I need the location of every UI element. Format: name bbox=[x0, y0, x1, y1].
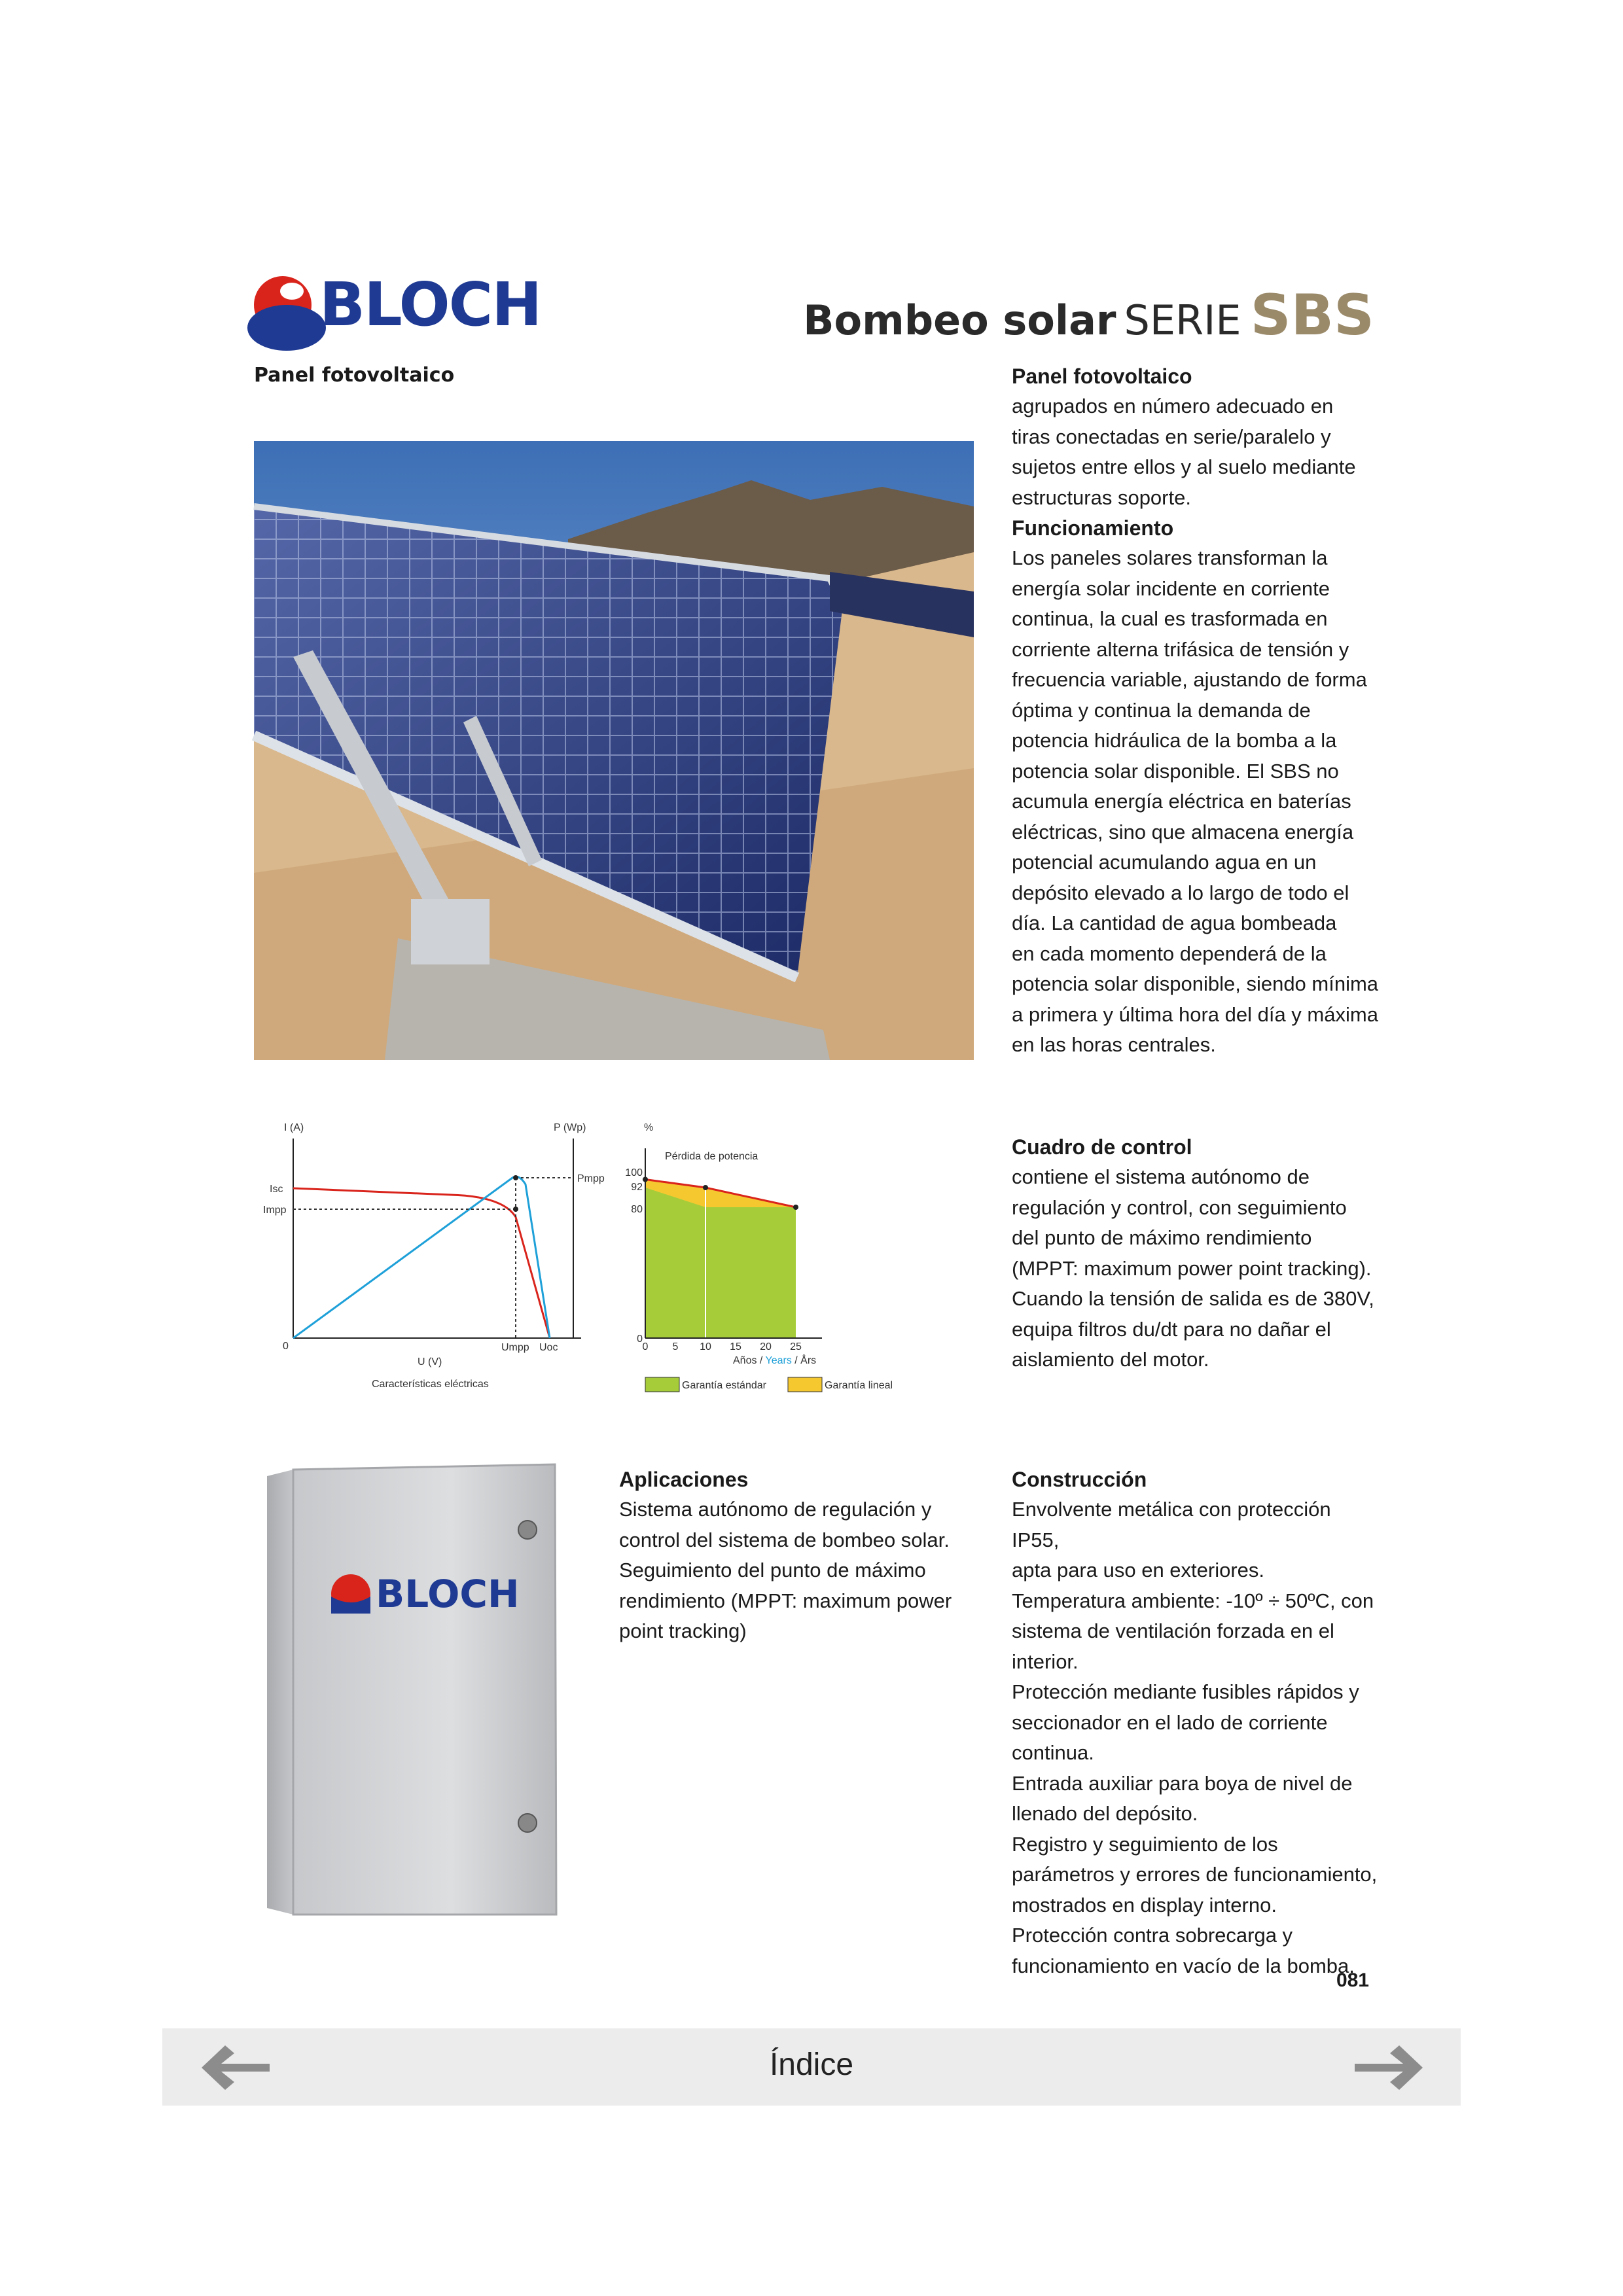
cuadro-line: contiene el sistema autónomo de bbox=[1012, 1165, 1310, 1188]
ytick-100: 100 bbox=[625, 1167, 643, 1178]
xtick-15: 15 bbox=[730, 1341, 741, 1352]
funcionamiento-line: eléctricas, sino que almacena energía bbox=[1012, 820, 1354, 843]
construccion-line: parámetros y errores de funcionamiento, bbox=[1012, 1863, 1378, 1886]
cuadro-line: regulación y control, con seguimiento bbox=[1012, 1195, 1347, 1219]
warranty-chart bbox=[625, 1112, 969, 1400]
aplicaciones-line: rendimiento (MPPT: maximum power bbox=[619, 1589, 952, 1612]
funcionamiento-line: depósito elevado a lo largo de todo el bbox=[1012, 881, 1349, 904]
xtick-5: 5 bbox=[672, 1341, 679, 1352]
funcionamiento-line: en las horas centrales. bbox=[1012, 1033, 1216, 1056]
xtick-0: 0 bbox=[642, 1341, 649, 1352]
xtick-25: 25 bbox=[790, 1341, 802, 1352]
panel-line: estructuras soporte. bbox=[1012, 486, 1191, 509]
construccion-section bbox=[1012, 1464, 1382, 1981]
funcionamiento-line: potencia hidráulica de la bomba a la bbox=[1012, 729, 1337, 752]
warranty-y-label: % bbox=[644, 1122, 654, 1133]
panel-heading: Panel fotovoltaico bbox=[1012, 364, 1192, 388]
construccion-line: Entrada auxiliar para boya de nivel de bbox=[1012, 1771, 1353, 1795]
aplicaciones-section bbox=[619, 1464, 986, 1647]
header-title bbox=[803, 283, 1374, 348]
funcionamiento-line: potencia solar disponible. El SBS no bbox=[1012, 759, 1339, 783]
aplicaciones-heading: Aplicaciones bbox=[619, 1468, 749, 1491]
construccion-line: funcionamiento en vacío de la bomba. bbox=[1012, 1954, 1355, 1977]
xlabel-part-en: Years bbox=[765, 1355, 792, 1366]
panel-line: sujetos entre ellos y al suelo mediante bbox=[1012, 455, 1356, 478]
next-page-button[interactable] bbox=[1352, 2043, 1425, 2093]
construccion-line: Registro y seguimiento de los bbox=[1012, 1832, 1278, 1856]
funcionamiento-line: en cada momento dependerá de la bbox=[1012, 942, 1327, 965]
funcionamiento-line: acumula energía eléctrica en baterías bbox=[1012, 790, 1351, 813]
ytick-80: 80 bbox=[631, 1204, 643, 1215]
construccion-line: llenado del depósito. bbox=[1012, 1802, 1198, 1825]
iv-power-curve bbox=[293, 1176, 550, 1338]
cabinet-lock-bottom-icon bbox=[518, 1814, 537, 1832]
funcionamiento-line: óptima y continua la demanda de bbox=[1012, 698, 1311, 722]
iv-origin-label: 0 bbox=[283, 1341, 289, 1352]
construccion-line: Protección contra sobrecarga y bbox=[1012, 1924, 1293, 1947]
panel-line: tiras conectadas en serie/paralelo y bbox=[1012, 425, 1331, 448]
page-number: 081 bbox=[1336, 1969, 1369, 1991]
cuadro-section bbox=[1012, 1132, 1382, 1375]
aplicaciones-line: control del sistema de bombeo solar. bbox=[619, 1528, 950, 1551]
panel-line: agrupados en número adecuado en bbox=[1012, 395, 1334, 417]
logo-ball-icon bbox=[254, 276, 312, 334]
iv-y-right-label: P (Wp) bbox=[554, 1122, 586, 1133]
bloch-logo bbox=[254, 270, 555, 340]
point-year-25 bbox=[793, 1205, 798, 1210]
legend-label-lineal: Garantía lineal bbox=[825, 1380, 893, 1391]
funcionamiento-line: energía solar incidente en corriente bbox=[1012, 576, 1330, 600]
title-bold: Bombeo solar bbox=[803, 296, 1116, 344]
cabinet-lock-top-icon bbox=[518, 1521, 537, 1539]
construccion-line: seccionador en el lado de corriente bbox=[1012, 1710, 1328, 1734]
iv-impp-point bbox=[513, 1207, 518, 1212]
iv-mpp-point bbox=[513, 1175, 518, 1180]
iv-impp-label: Impp bbox=[263, 1205, 287, 1216]
aplicaciones-line: Sistema autónomo de regulación y bbox=[619, 1498, 932, 1521]
cuadro-heading: Cuadro de control bbox=[1012, 1135, 1192, 1159]
iv-uoc-label: Uoc bbox=[539, 1342, 558, 1353]
construccion-line: Envolvente metálica con protección IP55, bbox=[1012, 1498, 1331, 1551]
iv-x-label: U (V) bbox=[418, 1356, 442, 1368]
construccion-line: Temperatura ambiente: -10º ÷ 50ºC, con bbox=[1012, 1589, 1374, 1612]
xtick-20: 20 bbox=[760, 1341, 772, 1352]
index-link[interactable]: Índice bbox=[769, 2047, 854, 2082]
cuadro-line: aislamiento del motor. bbox=[1012, 1348, 1209, 1371]
panel-section bbox=[1012, 361, 1382, 1061]
funcionamiento-line: corriente alterna trifásica de tensión y bbox=[1012, 637, 1349, 661]
left-section-label: Panel fotovoltaico bbox=[254, 364, 455, 387]
funcionamiento-line: día. La cantidad de agua bombeada bbox=[1012, 911, 1337, 934]
xlabel-part-no: / Års bbox=[791, 1355, 817, 1366]
ytick-92: 92 bbox=[631, 1182, 643, 1193]
cabinet-door bbox=[293, 1464, 556, 1915]
aplicaciones-line: point tracking) bbox=[619, 1619, 747, 1642]
logo-wordmark: BLOCH bbox=[319, 270, 541, 340]
solar-panel-photo bbox=[254, 441, 974, 1060]
construccion-line: mostrados en display interno. bbox=[1012, 1893, 1277, 1916]
iv-curve-chart bbox=[254, 1112, 620, 1400]
legend-swatch-lineal bbox=[788, 1377, 822, 1392]
xtick-10: 10 bbox=[700, 1341, 711, 1352]
title-serie: SERIE bbox=[1124, 296, 1241, 344]
funcionamiento-heading: Funcionamiento bbox=[1012, 516, 1174, 540]
cuadro-line: equipa filtros du/dt para no dañar el bbox=[1012, 1317, 1331, 1341]
point-year-10 bbox=[703, 1185, 708, 1190]
funcionamiento-line: potencial acumulando agua en un bbox=[1012, 851, 1317, 874]
iv-pmpp-label: Pmpp bbox=[577, 1173, 605, 1184]
warranty-annotation: Pérdida de potencia bbox=[665, 1151, 758, 1162]
construccion-line: sistema de ventilación forzada en el interior. bbox=[1012, 1619, 1334, 1673]
cabinet-logo-text: BLOCH bbox=[376, 1572, 520, 1616]
cuadro-line: Cuando la tensión de salida es de 380V, bbox=[1012, 1287, 1374, 1310]
series-area-garantia-estandar bbox=[645, 1188, 796, 1338]
xlabel-part-es: Años / bbox=[733, 1355, 766, 1366]
construccion-heading: Construcción bbox=[1012, 1468, 1147, 1491]
funcionamiento-line: frecuencia variable, ajustando de forma bbox=[1012, 668, 1367, 691]
warranty-x-label bbox=[733, 1354, 816, 1366]
construccion-line: apta para uso en exteriores. bbox=[1012, 1559, 1265, 1581]
iv-y-left-label: I (A) bbox=[284, 1122, 304, 1133]
funcionamiento-line: Los paneles solares transforman la bbox=[1012, 546, 1328, 569]
funcionamiento-line: continua, la cual es trasformada en bbox=[1012, 607, 1328, 630]
funcionamiento-line: a primera y última hora del día y máxima bbox=[1012, 1002, 1378, 1026]
cabinet-side bbox=[267, 1470, 293, 1915]
cuadro-line: (MPPT: maximum power point tracking). bbox=[1012, 1256, 1372, 1280]
legend-label-estandar: Garantía estándar bbox=[682, 1380, 766, 1391]
iv-umpp-label: Umpp bbox=[501, 1342, 529, 1353]
legend-swatch-estandar bbox=[645, 1377, 679, 1392]
ytick-0: 0 bbox=[637, 1333, 643, 1345]
title-code: SBS bbox=[1250, 283, 1374, 348]
funcionamiento-line: potencia solar disponible, siendo mínima bbox=[1012, 972, 1379, 995]
iv-caption: Características eléctricas bbox=[372, 1379, 489, 1390]
aplicaciones-line: Seguimiento del punto de máximo bbox=[619, 1559, 926, 1581]
construccion-line: Protección mediante fusibles rápidos y bbox=[1012, 1680, 1359, 1703]
arrow-right-icon bbox=[1352, 2043, 1425, 2093]
construccion-line: continua. bbox=[1012, 1741, 1094, 1764]
arrow-left-icon bbox=[199, 2043, 272, 2093]
control-cabinet-photo bbox=[254, 1457, 568, 1928]
cuadro-line: del punto de máximo rendimiento bbox=[1012, 1226, 1312, 1249]
iv-current-curve bbox=[293, 1188, 550, 1338]
prev-page-button[interactable] bbox=[199, 2043, 272, 2093]
iv-isc-label: Isc bbox=[270, 1184, 283, 1195]
